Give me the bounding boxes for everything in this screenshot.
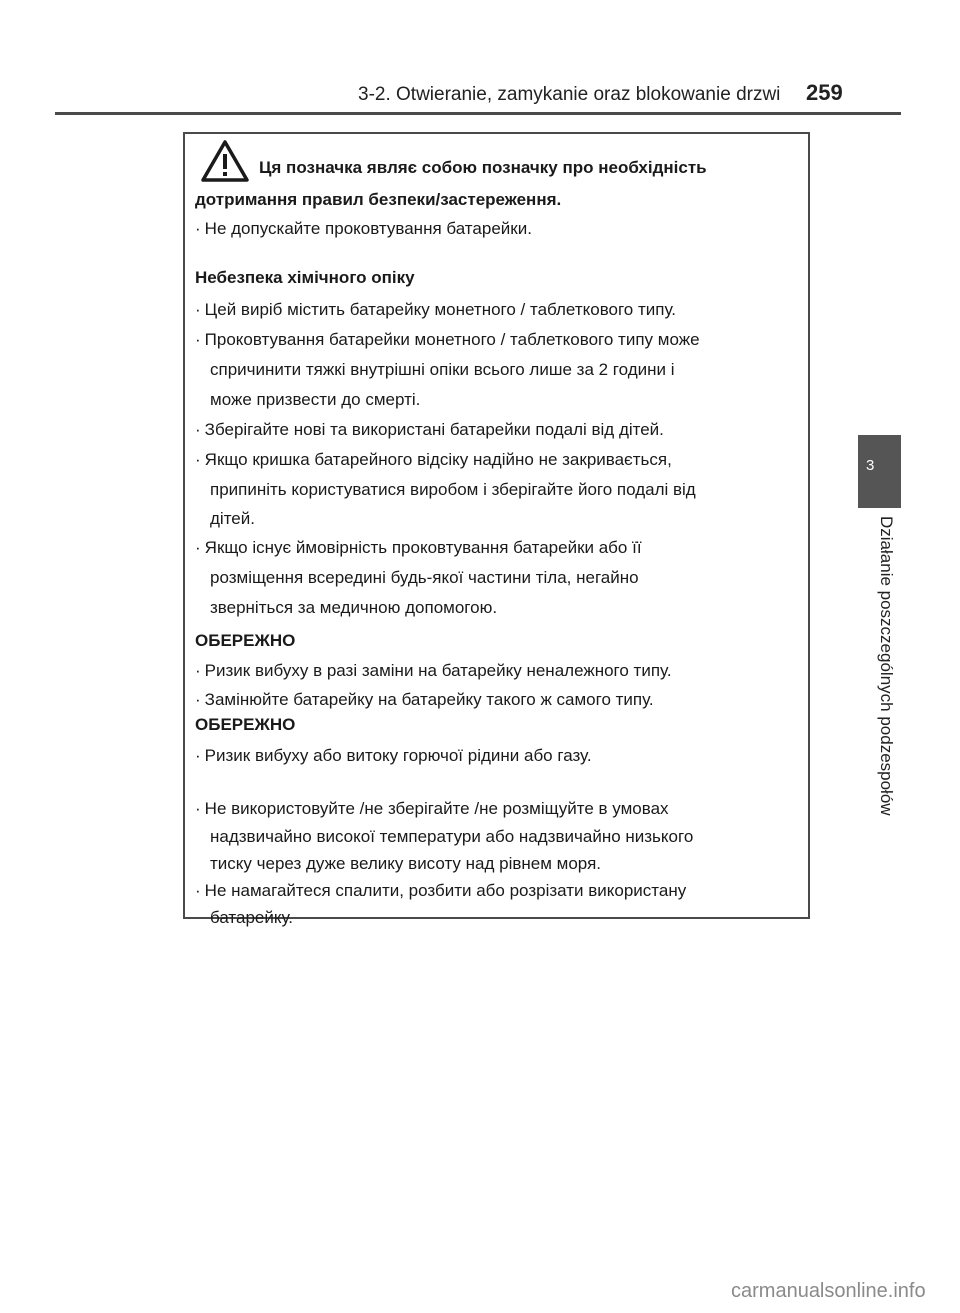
item-text: Не допускайте проковтування батарейки. [204,219,532,238]
list-item [195,219,532,239]
warning-intro-line2: дотримання правил безпеки/застереження. [195,190,562,209]
list-item [195,420,664,440]
list-item [195,799,669,819]
list-item [195,300,676,320]
caution-heading: ОБЕРЕЖНО [195,631,296,650]
item-text: Проковтування батарейки монетного / таблеткового типу може [204,330,700,349]
item-continuation: спричинити тяжкі внутрішні опіки всього лише за 2 години і [210,360,675,379]
list-item [195,330,700,350]
caution-heading: ОБЕРЕЖНО [195,715,296,734]
chapter-tab [858,435,901,508]
item-continuation: батарейку. [210,908,294,927]
item-text: Замінюйте батарейку на батарейку такого ж самого типу. [204,690,654,709]
bullet: · [195,799,201,818]
item-continuation: припиніть користуватися виробом і зберігайте його подалі від [210,480,696,499]
bullet: · [195,330,201,349]
item-text: Ризик вибуху або витоку горючої рідини або газу. [204,746,592,765]
item-text: Не використовуйте /не зберігайте /не розміщуйте в умовах [204,799,669,818]
list-item [195,881,686,901]
chapter-label: Działanie poszczególnych podzespołów [877,516,896,816]
item-continuation: розміщення всередині будь-якої частини тіла, негайно [210,568,639,587]
list-item [195,690,654,710]
list-item [195,450,672,470]
chemical-burn-heading: Небезпека хімічного опіку [195,268,415,287]
bullet: · [195,420,201,439]
bullet: · [195,538,201,557]
watermark-text: carmanualsonline.info [731,1280,926,1302]
item-continuation: дітей. [210,509,255,528]
bullet: · [195,690,201,709]
item-continuation: зверніться за медичною допомогою. [210,598,498,617]
list-item [195,661,672,681]
list-item [195,746,592,766]
bullet: · [195,300,201,319]
bullet: · [195,661,201,680]
section-title: 3-2. Otwieranie, zamykanie oraz blokowanie drzwi [358,84,781,105]
item-text: Цей виріб містить батарейку монетного / таблеткового типу. [204,300,676,319]
header-divider [55,112,901,115]
item-text: Ризик вибуху в разі заміни на батарейку неналежного типу. [204,661,672,680]
item-continuation: надзвичайно високої температури або надзвичайно низького [210,827,694,846]
page-number: 259 [806,80,843,105]
item-text: Якщо існує ймовірність проковтування батарейки або її [204,538,642,557]
chapter-number: 3 [866,457,875,474]
item-text: Зберігайте нові та використані батарейки подалі від дітей. [204,420,664,439]
warning-box [183,132,810,927]
bullet: · [195,219,201,238]
bullet: · [195,450,201,469]
item-text: Якщо кришка батарейного відсіку надійно не закривається, [204,450,672,469]
item-continuation: тиску через дуже велику висоту над рівнем моря. [210,854,601,873]
warning-intro-line1: Ця позначка являє собою позначку про необхідність [259,158,707,177]
bullet: · [195,746,201,765]
item-text: Не намагайтеся спалити, розбити або розрізати використану [204,881,687,900]
warning-triangle-icon [201,140,249,182]
bullet: · [195,881,201,900]
list-item [195,538,642,558]
item-continuation: може призвести до смерті. [210,390,421,409]
